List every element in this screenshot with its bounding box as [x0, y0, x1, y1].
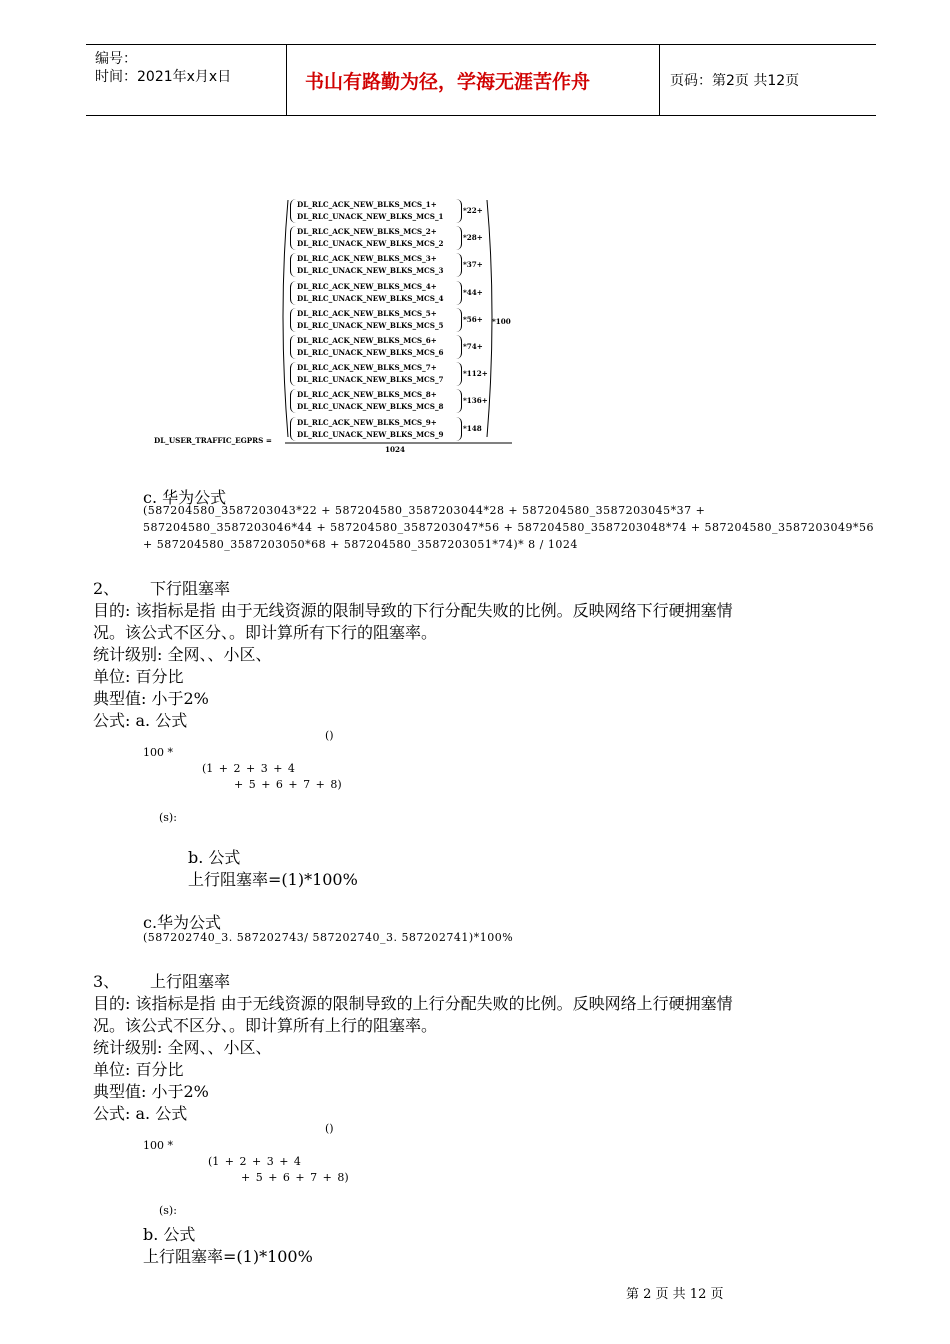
formula-multiplier: *148: [463, 423, 482, 433]
header-page-label: 页码：第2页 共12页: [670, 73, 800, 89]
section2-purpose-line2: 况。该公式不区分、。即计算所有下行的阻塞率。: [93, 623, 438, 642]
egprs-formula-image: [150, 195, 530, 455]
header-number-label: 编号：: [95, 51, 137, 67]
section3-purpose-line1: 目的: 该指标是指 由于无线资源的限制导致的上行分配失败的比例。反映网络上行硬拥塞情: [93, 994, 733, 1013]
formula-ack-term: DL_RLC_ACK_NEW_BLKS_MCS_1+: [297, 200, 437, 209]
section2-paren: (): [325, 729, 334, 742]
formula-unack-term: DL_RLC_UNACK_NEW_BLKS_MCS_1: [297, 212, 444, 221]
section3-title: 上行阻塞率: [150, 972, 231, 991]
section3-line-a: (1 + 2 + 3 + 4: [208, 1155, 301, 1168]
section2-s-label: (s):: [159, 811, 177, 824]
formula-unack-term: DL_RLC_UNACK_NEW_BLKS_MCS_2: [297, 239, 444, 249]
formula-ack-term: DL_RLC_ACK_NEW_BLKS_MCS_6+: [297, 336, 437, 345]
section3-number: 3、: [93, 972, 120, 991]
header-time-label: 时间：2021年x月x日: [95, 69, 232, 85]
formula-unack-term: DL_RLC_UNACK_NEW_BLKS_MCS_7: [297, 375, 444, 385]
formula-multiplier: *112+: [463, 369, 488, 379]
section2-line-b: + 5 + 6 + 7 + 8): [234, 778, 342, 791]
section3-s-label: (s):: [159, 1204, 177, 1217]
formula-multiplier: *28+: [463, 233, 483, 243]
section3-level: 统计级别: 全网、、小区、: [93, 1038, 272, 1057]
formula-ack-term: DL_RLC_ACK_NEW_BLKS_MCS_2+: [297, 227, 437, 237]
formula-multiplier: *44+: [463, 287, 483, 297]
section3-typical: 典型值: 小于2%: [93, 1082, 209, 1101]
section3-b-label: b. 公式: [143, 1225, 196, 1244]
formula-multiplier: *56+: [463, 314, 483, 324]
section3-purpose-line2: 况。该公式不区分、。即计算所有上行的阻塞率。: [93, 1016, 438, 1035]
formula-unack-term: DL_RLC_UNACK_NEW_BLKS_MCS_3: [297, 266, 444, 276]
section2-b-label: b. 公式: [188, 848, 241, 867]
formula-multiplier: *37+: [463, 260, 483, 270]
formula-ack-term: DL_RLC_ACK_NEW_BLKS_MCS_8+: [297, 390, 437, 400]
section2-level: 统计级别: 全网、、小区、: [93, 645, 272, 664]
section3-line-b: + 5 + 6 + 7 + 8): [241, 1171, 349, 1184]
formula-unack-term: DL_RLC_UNACK_NEW_BLKS_MCS_9: [297, 429, 444, 439]
formula-ack-term: DL_RLC_ACK_NEW_BLKS_MCS_3+: [297, 254, 437, 264]
formula-ack-term: DL_RLC_ACK_NEW_BLKS_MCS_4+: [297, 281, 437, 291]
section2-hundred: 100 *: [143, 746, 173, 759]
formula-multiplier: *136+: [463, 396, 488, 406]
formula-lhs: DL_USER_TRAFFIC_EGPRS =: [154, 436, 272, 445]
huawei-formula-heading: c. 华为公式: [143, 488, 227, 507]
header-divider-left: [286, 45, 287, 115]
section3-paren: (): [325, 1122, 334, 1135]
formula-unack-term: DL_RLC_UNACK_NEW_BLKS_MCS_5: [297, 320, 444, 330]
formula-unack-term: DL_RLC_UNACK_NEW_BLKS_MCS_4: [297, 293, 444, 303]
header-divider-right: [659, 45, 660, 115]
section3-unit: 单位: 百分比: [93, 1060, 184, 1079]
huawei-formula-line-2: 587204580_3587203046*44 + 587204580_3587203047*56 + 587204580_3587203048*74 + 587204580_3587203049*56: [143, 521, 875, 534]
section3-b-formula: 上行阻塞率=(1)*100%: [143, 1247, 313, 1266]
section2-typical: 典型值: 小于2%: [93, 689, 209, 708]
section2-purpose-line1: 目的: 该指标是指 由于无线资源的限制导致的下行分配失败的比例。反映网络下行硬拥塞情: [93, 601, 733, 620]
section2-c-label: c.华为公式: [143, 913, 222, 932]
formula-ack-term: DL_RLC_ACK_NEW_BLKS_MCS_7+: [297, 363, 437, 373]
footer-page-number: 第 2 页 共 12 页: [626, 1287, 724, 1302]
section2-unit: 单位: 百分比: [93, 667, 184, 686]
formula-unack-term: DL_RLC_UNACK_NEW_BLKS_MCS_6: [297, 348, 444, 357]
formula-multiplier: *74+: [463, 342, 483, 351]
section2-formula-label: 公式: a. 公式: [93, 711, 188, 730]
formula-multiplier: *22+: [463, 206, 483, 215]
section2-b-formula: 上行阻塞率=(1)*100%: [188, 870, 358, 889]
huawei-formula-line-1: (587204580_3587203043*22 + 587204580_3587203044*28 + 587204580_3587203045*37 +: [143, 504, 706, 517]
formula-outer-factor: *100: [492, 317, 511, 326]
formula-denominator: 1024: [385, 445, 406, 454]
formula-unack-term: DL_RLC_UNACK_NEW_BLKS_MCS_8: [297, 402, 444, 412]
section2-number: 2、: [93, 579, 120, 598]
formula-ack-term: DL_RLC_ACK_NEW_BLKS_MCS_5+: [297, 308, 437, 318]
section3-hundred: 100 *: [143, 1139, 173, 1152]
section2-title: 下行阻塞率: [150, 579, 231, 598]
formula-ack-term: DL_RLC_ACK_NEW_BLKS_MCS_9+: [297, 417, 437, 427]
header-motto: 书山有路勤为径，学海无涯苦作舟: [305, 71, 591, 93]
huawei-formula-line-3: + 587204580_3587203050*68 + 587204580_3587203051*74)* 8 / 1024: [143, 538, 578, 551]
section3-formula-label: 公式: a. 公式: [93, 1104, 188, 1123]
section2-c-formula: (587202740_3. 587202743/ 587202740_3. 587202741)*100%: [143, 931, 514, 944]
section2-line-a: (1 + 2 + 3 + 4: [202, 762, 295, 775]
